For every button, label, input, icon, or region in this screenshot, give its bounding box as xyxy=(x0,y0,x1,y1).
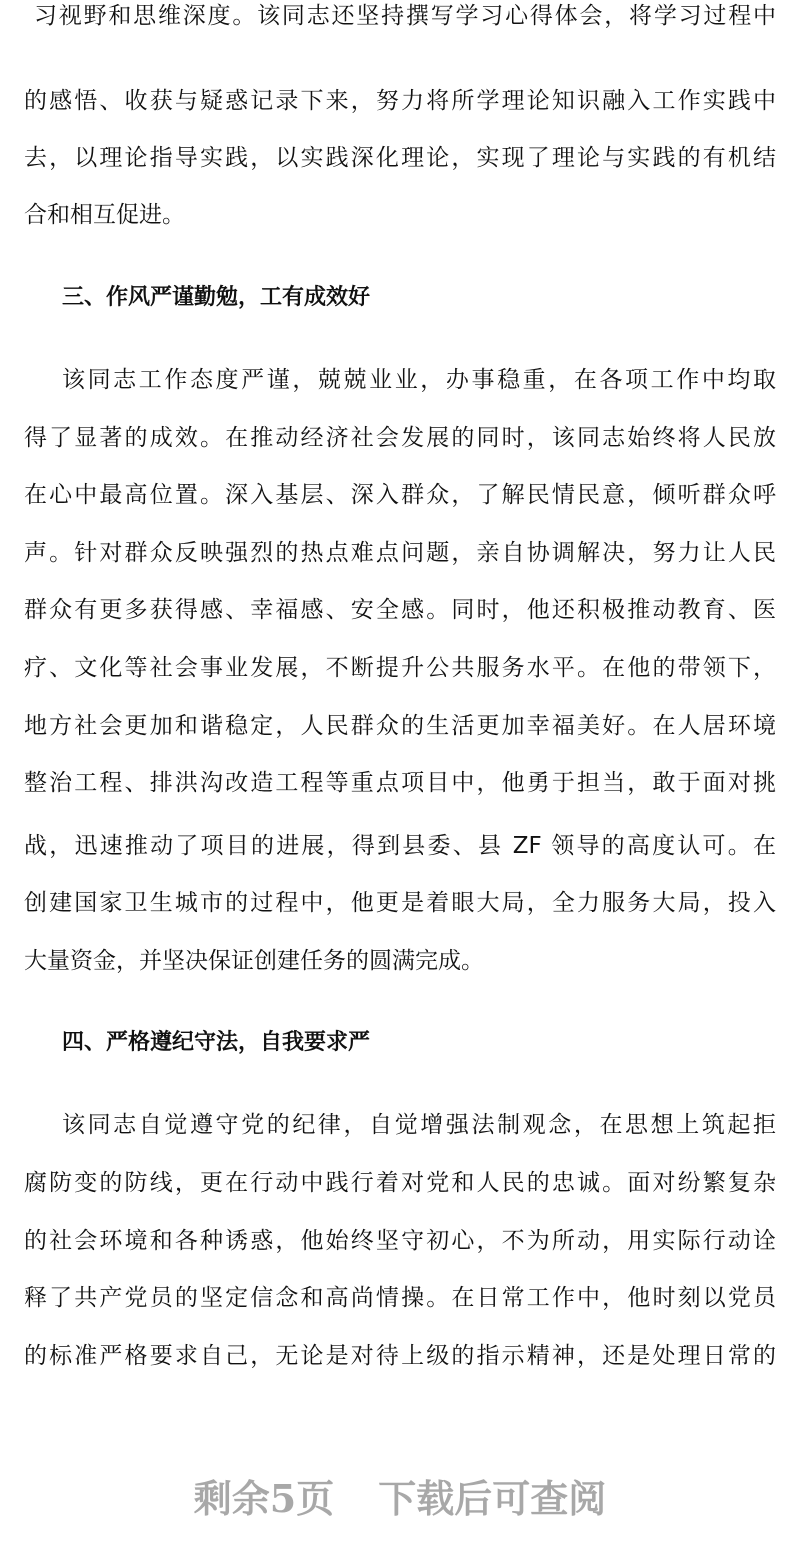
text-line: 的标准严格要求自己，无论是对待上级的指示精神，还是处理日常的 xyxy=(24,1343,776,1369)
text-line: 的感悟、收获与疑惑记录下来，努力将所学理论知识融入工作实践中 xyxy=(24,88,776,114)
text-line: 腐防变的防线，更在行动中践行着对党和人民的忠诚。面对纷繁复杂 xyxy=(24,1170,776,1196)
text-line: 该同志工作态度严谨，兢兢业业，办事稳重，在各项工作中均取 xyxy=(62,367,776,393)
text-line: 创建国家卫生城市的过程中，他更是着眼大局，全力服务大局，投入 xyxy=(24,890,776,916)
text-line: 战，迅速推动了项目的进展，得到县委、县 ZF 领导的高度认可。在 xyxy=(24,833,776,859)
text-line: 地方社会更加和谐稳定，人民群众的生活更加幸福美好。在人居环境 xyxy=(24,713,776,739)
text-line: 习视野和思维深度。该同志还坚持撰写学习心得体会，将学习过程中 xyxy=(34,3,776,29)
text-line: 的社会环境和各种诱惑，他始终坚守初心，不为所动，用实际行动诠 xyxy=(24,1228,776,1254)
remaining-pages-label: 剩余5页 xyxy=(193,1476,335,1521)
text-line: 声。针对群众反映强烈的热点难点问题，亲自协调解决，努力让人民 xyxy=(24,540,776,566)
text-line: 大量资金，并坚决保证创建任务的圆满完成。 xyxy=(24,948,484,974)
text-line: 群众有更多获得感、幸福感、安全感。同时，他还积极推动教育、医 xyxy=(24,597,776,623)
text-line: 去，以理论指导实践，以实践深化理论，实现了理论与实践的有机结 xyxy=(24,145,776,171)
section-heading: 四、严格遵纪守法，自我要求严 xyxy=(62,1030,371,1055)
section-heading: 三、作风严谨勤勉，工有成效好 xyxy=(62,285,371,310)
download-prompt[interactable] xyxy=(0,1468,800,1523)
text-line: 释了共产党员的坚定信念和高尚情操。在日常工作中，他时刻以党员 xyxy=(24,1285,776,1311)
text-line: 整治工程、排洪沟改造工程等重点项目中，他勇于担当，敢于面对挑 xyxy=(24,770,776,796)
text-line: 疗、文化等社会事业发展，不断提升公共服务水平。在他的带领下， xyxy=(24,655,776,681)
text-line: 得了显著的成效。在推动经济社会发展的同时，该同志始终将人民放 xyxy=(24,425,776,451)
text-line: 该同志自觉遵守党的纪律，自觉增强法制观念，在思想上筑起拒 xyxy=(62,1112,776,1138)
download-to-view-label[interactable]: 下载后可查阅 xyxy=(378,1476,607,1521)
text-line: 合和相互促进。 xyxy=(24,202,185,228)
text-line: 在心中最高位置。深入基层、深入群众，了解民情民意，倾听群众呼 xyxy=(24,482,776,508)
